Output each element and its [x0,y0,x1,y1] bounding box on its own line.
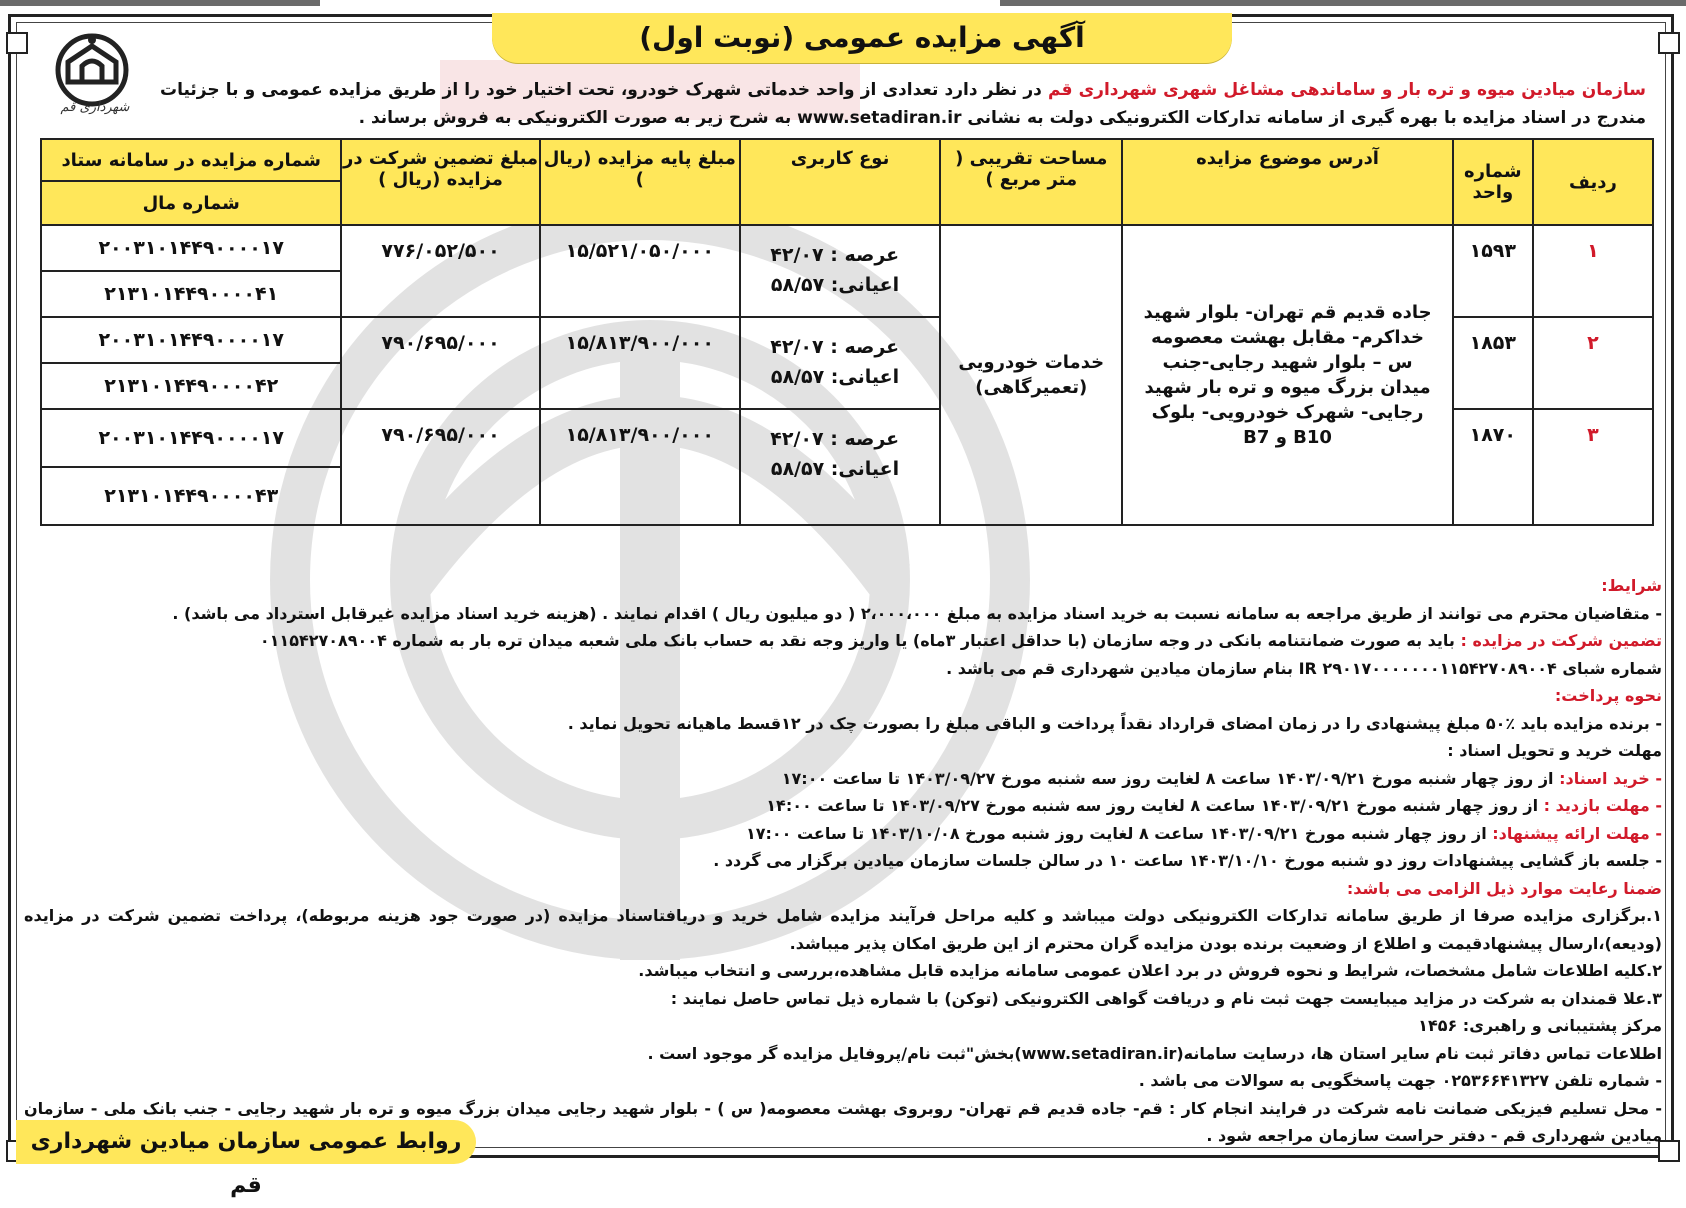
frame-corner [6,32,28,54]
buy-docs-dates: از روز چهار شنبه مورخ ۱۴۰۳/۰۹/۲۱ ساعت ۸ لغایت روز سه شنبه مورخ ۱۴۰۳/۰۹/۲۷ تا ساعت ۱۷:۰۰ [781,768,1554,788]
organization-name: سازمان میادین میوه و تره بار و ساماندهی مشاغل شهری شهرداری قم [1048,80,1646,100]
intro-text-2: سامانه تدارکات الکترونیکی دولت به نشانی www.setadiran.ir به شرح زیر به صورت الکترونیکی به فروش برساند . [358,108,1324,128]
area-arse: عرصه : ۴۲/۰۷ [770,244,900,266]
condition-item-2: ۲.کلیه اطلاعات شامل مشخصات، شرایط و نحوه فروش در برد اعلان عمومی سامانه مزایده قابل مشاهده،بررسی و انتخاب میباشد. [638,961,1662,980]
condition-line [24,792,1662,820]
conditions-section [24,572,1662,1150]
logo-caption: شهرداری قم [60,100,130,115]
cell-base-price: ۱۵/۸۱۳/۹۰۰/۰۰۰ [540,317,740,409]
cell-unit: ۱۵۹۳ [1453,225,1533,317]
top-bar-right [1000,0,1686,6]
frame-corner [1658,32,1680,54]
condition-docs-fee: - متقاضیان محترم می توانند از طریق مراجعه به سامانه نسبت به خرید اسناد مزایده به مبلغ ۲،۰۰۰،۰۰۰ ( دو میلیون ریال ) اقدام نمایند . [602,603,1662,623]
table-row [41,225,1653,271]
condition-deposit: باید به صورت ضمانتنامه بانکی در وجه سازمان (با حداقل اعتبار ۳ماه) یا واریز وجه نقد به حساب بانک ملی شعبه میدان تره بار به شماره ۰۱۱۵۴۲۷۰۸۹۰۰۴ [259,631,1455,650]
required-heading: ضمنا رعایت موارد ذیل الزامی می باشد: [1346,878,1662,898]
offer-label: - مهلت ارائه پیشنهاد: [1492,823,1662,843]
header-row: ردیف [1533,139,1653,225]
header-property-number: شماره مال [41,181,341,225]
area-ayani: اعیانی: ۵۸/۵۷ [770,458,900,480]
area-arse: عرصه : ۴۲/۰۷ [770,336,900,358]
cell-unit: ۱۸۵۳ [1453,317,1533,409]
notice-title: آگهی مزایده عمومی (نوبت اول) [492,13,1232,63]
deposit-heading: تضمین شرکت در مزایده : [1460,631,1662,650]
cell-area [740,317,940,409]
phone-number: - شماره تلفن ۰۲۵۳۶۶۴۱۳۲۷ جهت پاسخگویی به سوالات می باشد . [1138,1071,1662,1090]
support-center: مرکز پشتیبانی و راهبری: ۱۴۵۶ [1418,1016,1662,1035]
auction-table [40,138,1654,526]
area-ayani: اعیانی: ۵۸/۵۷ [770,274,900,296]
condition-line [24,600,1662,628]
cell-property-number: ۲۱۳۱۰۱۴۴۹۰۰۰۰۴۲ [41,363,341,409]
buy-docs-label: - خرید اسناد: [1559,768,1662,788]
cell-property-number: ۲۱۳۱۰۱۴۴۹۰۰۰۰۴۳ [41,467,341,525]
conditions-heading: شرایط: [1601,576,1662,595]
condition-line [24,627,1662,655]
municipality-logo [42,30,142,130]
logo-emblem-icon [42,30,142,110]
registration-offices: اطلاعات تماس دفاتر ثبت نام سایر استان ها، درسایت سامانه(www.setadiran.ir)بخش"ثبت نام/پروفایل مزایده گر موجود است . [647,1043,1662,1063]
delivery-location: - محل تسلیم فیزیکی ضمانت نامه شرکت در فرایند انجام کار : قم- جاده قدیم قم تهران- روبروی بهشت معصومه( س ) - بلوار شهید رجایی میدان بزرگ میوه و تره بار شهید رجایی - جنب بانک ملی - سازمان میادین شهرداری قم - دفتر حراست سازمان مراجعه شود . [24,1098,1662,1145]
cell-deposit: ۷۷۶/۰۵۲/۵۰۰ [341,225,539,317]
cell-unit: ۱۸۷۰ [1453,409,1533,525]
cell-base-price: ۱۵/۸۱۳/۹۰۰/۰۰۰ [540,409,740,525]
condition-line [24,765,1662,793]
cell-use-type: خدمات خودرویی (تعمیرگاهی) [940,225,1122,525]
header-address: آدرس موضوع مزایده [1122,139,1452,225]
public-relations-footer: روابط عمومی سازمان میادین شهرداری قم [16,1120,476,1164]
cell-row: ۳ [1533,409,1653,525]
header-setad-number: شماره مزایده در سامانه ستاد [41,139,341,181]
condition-item-1: ۱.برگزاری مزایده صرفا از طریق سامانه تدارکات الکترونیکی دولت میباشد و کلیه مراحل فرآیند مزایده شامل خرید و دریافتاسناد مزایده (در صورت جود هزینه مربوطه)، پرداخت تضمین شرکت در مزایده (ودیعه)،ارسال پیشنهادقیمت و اطلاع از وضعیت برنده بودن مزایده گران محترم از این طریق امکان پذیر میباشد. [24,906,1662,953]
cell-area [740,409,940,525]
cell-base-price: ۱۵/۵۲۱/۰۵۰/۰۰۰ [540,225,740,317]
payment-heading: نحوه پرداخت: [1554,686,1662,705]
condition-deadline-heading: مهلت خرید و تحویل اسناد : [1447,741,1662,760]
header-use: نوع کاربری [740,139,940,225]
top-bar-left [0,0,320,6]
condition-iban: شماره شبای IR ۲۹۰۱۷۰۰۰۰۰۰۰۱۱۵۴۲۷۰۸۹۰۰۴ بنام سازمان میادین شهرداری قم می باشد . [946,658,1662,678]
header-area: مساحت تقریبی ( متر مربع ) [940,139,1122,225]
area-ayani: اعیانی: ۵۸/۵۷ [770,366,900,388]
visit-dates: از روز چهار شنبه مورخ ۱۴۰۳/۰۹/۲۱ ساعت ۸ لغایت روز سه شنبه مورخ ۱۴۰۳/۰۹/۲۷ تا ساعت ۱۴:۰۰ [766,796,1539,815]
cell-setad-number: ۲۰۰۳۱۰۱۴۴۹۰۰۰۰۱۷ [41,409,341,467]
intro-text-1: در نظر دارد تعدادی از واحد خدماتی شهرک خودرو، تحت اختیار خود را از طریق مزایده عمومی و با جزئیات مندرج در اسناد مزایده با بهره گیری از [160,80,1646,128]
cell-area [740,225,940,317]
visit-label: - مهلت بازدید : [1543,796,1662,815]
intro-paragraph [160,76,1646,132]
cell-setad-number: ۲۰۰۳۱۰۱۴۴۹۰۰۰۰۱۷ [41,225,341,271]
cell-address: جاده قدیم قم تهران- بلوار شهید خداکرم- مقابل بهشت معصومه س – بلوار شهید رجایی-جنب میدان بزرگ میوه و تره بار شهید رجایی- شهرک خودرویی- بلوک B10 و B7 [1122,225,1452,525]
cell-row: ۱ [1533,225,1653,317]
area-arse: عرصه : ۴۲/۰۷ [770,428,900,450]
cell-property-number: ۲۱۳۱۰۱۴۴۹۰۰۰۰۴۱ [41,271,341,317]
header-base-price: مبلغ پایه مزایده (ریال ) [540,139,740,225]
condition-item-3: ۳.علا قمندان به شرکت در مزاید میبایست جهت ثبت نام و دریافت گواهی الکترونیکی (توکن) با شماره ذیل تماس حاصل نمایند : [670,988,1662,1008]
condition-line [24,820,1662,848]
cell-deposit: ۷۹۰/۶۹۵/۰۰۰ [341,317,539,409]
header-deposit: مبلغ تضمین شرکت در مزایده (ریال ) [341,139,539,225]
cell-deposit: ۷۹۰/۶۹۵/۰۰۰ [341,409,539,525]
header-unit: شماره واحد [1453,139,1533,225]
condition-docs-nonrefundable: (هزینه خرید اسناد مزایده غیرقابل استرداد می باشد) . [172,603,597,623]
offer-dates: از روز چهار شنبه مورخ ۱۴۰۳/۰۹/۲۱ ساعت ۸ لغایت روز شنبه مورخ ۱۴۰۳/۱۰/۰۸ تا ساعت ۱۷:۰۰ [745,823,1487,843]
condition-payment: - برنده مزایده باید ٪۵۰ مبلغ پیشنهادی را در زمان امضای قرارداد نقداً پرداخت و الباقی مبلغ را بصورت چک در ۱۲قسط ماهیانه تحویل نماید . [567,713,1662,733]
condition-opening-session: - جلسه باز گشایی پیشنهادات روز دو شنبه مورخ ۱۴۰۳/۱۰/۱۰ ساعت ۱۰ در سالن جلسات سازمان میادین برگزار می گردد . [713,851,1662,870]
cell-setad-number: ۲۰۰۳۱۰۱۴۴۹۰۰۰۰۱۷ [41,317,341,363]
cell-row: ۲ [1533,317,1653,409]
